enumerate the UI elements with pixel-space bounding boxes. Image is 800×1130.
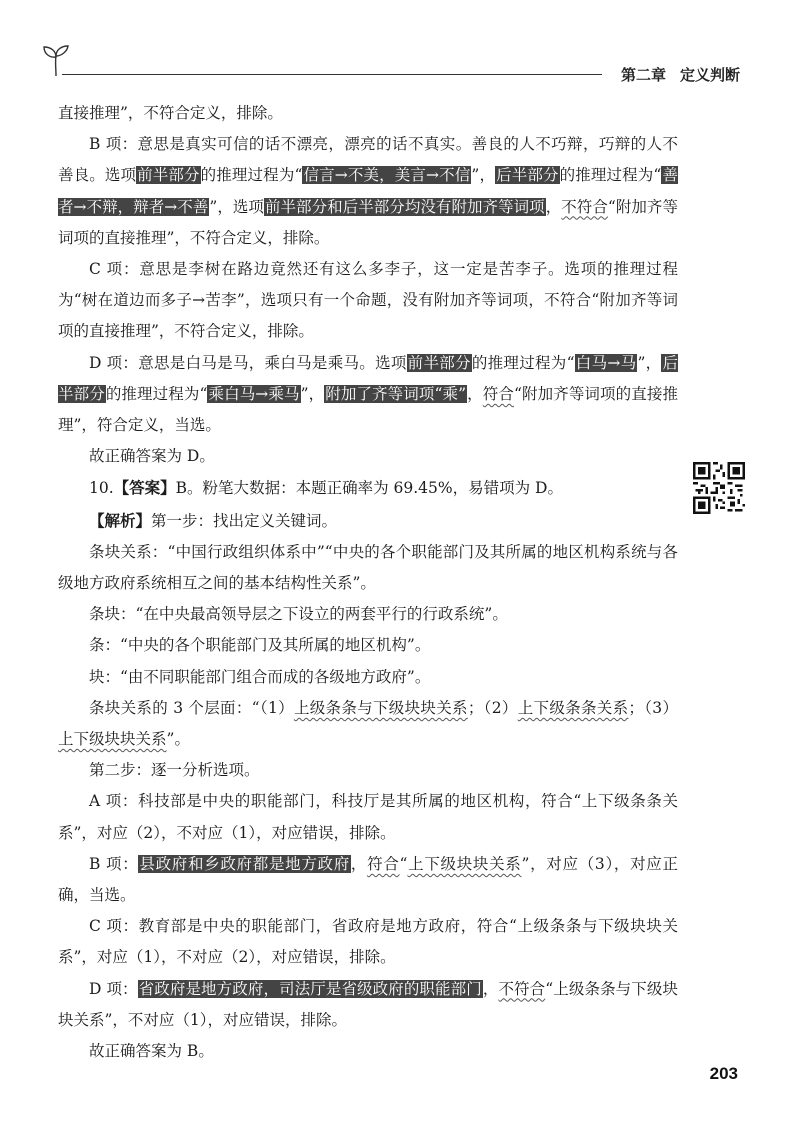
paragraph-answer bbox=[58, 441, 678, 472]
paragraph-option-d bbox=[58, 974, 678, 1036]
text-run: “附加齐等词项的直接推理”，不符合定义，排除。 bbox=[58, 197, 678, 247]
wavy-underline: 符合 bbox=[482, 384, 514, 403]
paragraph bbox=[58, 662, 678, 693]
text-run: ”，对应（3），对应正确，当选。 bbox=[58, 854, 678, 905]
highlight: 善者→不辩，辩者→不善 bbox=[58, 166, 678, 216]
wavy-underline: 不符合 bbox=[561, 197, 608, 216]
paragraph-option-d bbox=[58, 348, 678, 442]
chapter-title: 定义判断 bbox=[679, 66, 740, 84]
highlight: 后半部分 bbox=[496, 166, 559, 185]
text-run: 故正确答案为 B。 bbox=[89, 1042, 214, 1061]
highlight: 前半部分 bbox=[137, 166, 200, 185]
text-run: ”，选项 bbox=[209, 197, 264, 216]
text-run: C 项：意思是李树在路边竟然还有这么多李子，这一定是苦李子。选项的推理过程为“树在道边而多子→苦李”，选项只有一个命题，没有附加齐等词项，不符合“附加齐等词项的直接推理”，不符合定义，排除。 bbox=[58, 260, 678, 341]
paragraph-option-a bbox=[58, 786, 678, 848]
text-run: 的推理过程为“ bbox=[471, 353, 575, 372]
analysis-label: 【解析】 bbox=[89, 510, 152, 530]
highlight: 信言→不美，美言→不信 bbox=[303, 166, 471, 185]
highlight: 前半部分 bbox=[407, 353, 471, 372]
paragraph bbox=[58, 599, 678, 630]
text-run: 第二步：逐一分析选项。 bbox=[89, 761, 260, 780]
chapter-heading bbox=[621, 64, 740, 85]
answer-label: 【答案】 bbox=[113, 478, 176, 498]
sprout-icon bbox=[40, 42, 72, 78]
text-run: 条块关系的 3 个层面：“（1） bbox=[89, 698, 294, 717]
text-run: 的推理过程为“ bbox=[105, 384, 208, 403]
text-run: 条块关系：“中国行政组织体系中”“中央的各个职能部门及其所属的地区机构系统与各级地方政府系统相互之间的基本结构性关系”。 bbox=[58, 542, 678, 593]
text-run: “上级条条与下级块块关系”，不对应（1），对应错误，排除。 bbox=[58, 979, 678, 1029]
text-run: C 项：教育部是中央的职能部门，省政府是地方政府，符合“上级条条与下级块块关系”，对应（1），不对应（2），对应错误，排除。 bbox=[58, 917, 678, 967]
paragraph bbox=[58, 755, 678, 786]
text-run: 块：“由不同职能部门组合而成的各级地方政府”。 bbox=[89, 667, 431, 686]
highlight: 省政府是地方政府，司法厅是省级政府的职能部门 bbox=[138, 979, 482, 998]
text-run: ， bbox=[482, 979, 499, 998]
chapter-number: 第二章 bbox=[620, 66, 666, 84]
wavy-underline: 上级条条与下级块块关系 bbox=[293, 698, 468, 717]
highlight: 后半部分 bbox=[58, 353, 678, 403]
page-number: 203 bbox=[709, 1064, 738, 1083]
text-run: ， bbox=[545, 197, 562, 216]
wavy-underline: 上下级块块关系 bbox=[58, 730, 167, 749]
text-run: B。粉笔大数据：本题正确率为 69.45%，易错项为 D。 bbox=[175, 479, 563, 498]
text-run: ， bbox=[467, 384, 483, 403]
text-run: 故正确答案为 D。 bbox=[89, 447, 215, 466]
paragraph-option-c bbox=[58, 911, 678, 973]
paragraph-option-b bbox=[58, 129, 678, 254]
paragraph bbox=[58, 98, 678, 129]
highlight: 白马→马 bbox=[575, 353, 637, 372]
text-run: ”， bbox=[471, 166, 496, 185]
page-body bbox=[58, 98, 678, 1067]
wavy-underline: 不符合 bbox=[498, 979, 546, 998]
text-run: 条：“中央的各个职能部门及其所属的地区机构”。 bbox=[89, 636, 431, 655]
highlight: 附加了齐等词项“乘” bbox=[325, 384, 467, 403]
paragraph-answer bbox=[58, 1036, 678, 1067]
text-run: 第一步：找出定义关键词。 bbox=[151, 511, 338, 530]
paragraph-levels bbox=[58, 693, 678, 755]
text-run: B 项： bbox=[89, 854, 139, 873]
highlight: 县政府和乡政府都是地方政府 bbox=[139, 854, 350, 873]
text-run: B 项：意思是真实可信的话不漂亮，漂亮的话不真实。善良的人不巧辩，巧辩的人不善良。选项 bbox=[58, 135, 678, 185]
wavy-underline: 上下级块块关系 bbox=[407, 854, 522, 873]
paragraph-analysis bbox=[58, 505, 678, 537]
text-run: 的推理过程为“ bbox=[200, 166, 303, 185]
paragraph-option-b bbox=[58, 849, 678, 911]
text-run: 的推理过程为“ bbox=[559, 166, 662, 185]
text-run: “ bbox=[399, 854, 408, 873]
paragraph-option-c bbox=[58, 254, 678, 348]
header-rule bbox=[62, 74, 602, 75]
text-run: D 项： bbox=[89, 979, 138, 998]
text-run: 直接推理”，不符合定义，排除。 bbox=[58, 104, 283, 122]
text-run: D 项：意思是白马是马，乘白马是乘马。选项 bbox=[89, 353, 407, 372]
text-run: A 项：科技部是中央的职能部门，科技厅是其所属的地区机构，符合“上下级条条关系”，对应（2），不对应（1），对应错误，排除。 bbox=[58, 792, 678, 842]
page-header bbox=[0, 0, 800, 100]
qr-code-icon[interactable] bbox=[693, 462, 745, 514]
text-run: ， bbox=[350, 854, 368, 873]
paragraph bbox=[58, 537, 678, 599]
text-run: ”， bbox=[300, 384, 325, 403]
text-run: 条块：“在中央最高领导层之下设立的两套平行的行政系统”。 bbox=[89, 605, 508, 624]
wavy-underline: 上下级条条关系 bbox=[517, 698, 629, 717]
text-run: ；（2） bbox=[467, 698, 518, 717]
wavy-underline: 符合 bbox=[367, 854, 400, 873]
highlight: 乘白马→乘马 bbox=[208, 384, 300, 403]
highlight: 前半部分和后半部分均没有附加齐等词项 bbox=[264, 197, 545, 216]
text-run: “附加齐等词项的直接推理”，符合定义，当选。 bbox=[58, 384, 678, 435]
paragraph-question-10 bbox=[58, 472, 678, 504]
question-number: 10. bbox=[89, 479, 114, 498]
text-run: ”， bbox=[637, 353, 662, 372]
text-run: ”。 bbox=[166, 730, 190, 749]
paragraph bbox=[58, 630, 678, 661]
text-run: ；（3） bbox=[628, 698, 678, 717]
